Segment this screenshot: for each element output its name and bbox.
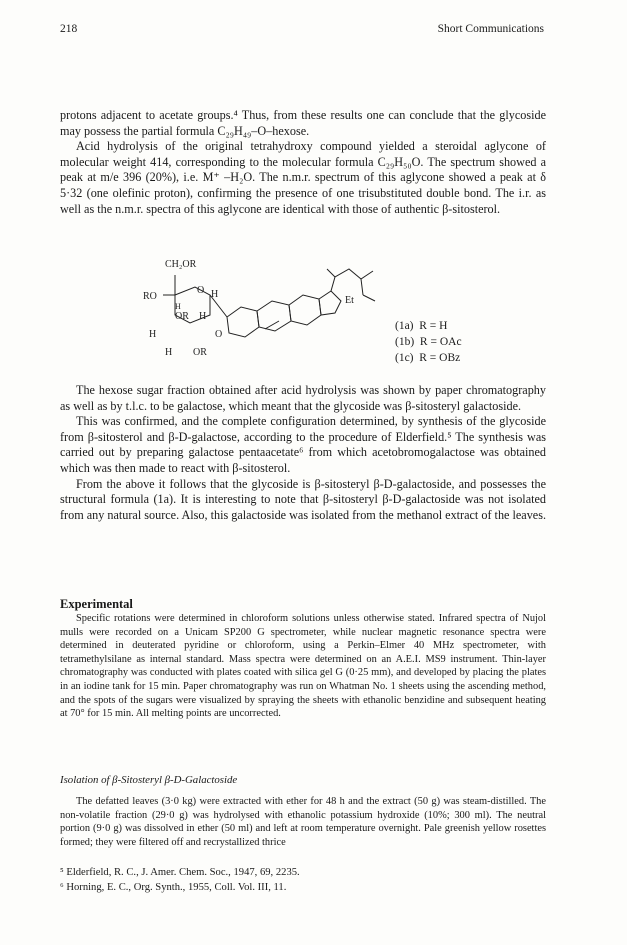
atom-label-or-bottom: OR	[193, 347, 207, 358]
paragraph-3: The hexose sugar fraction obtained after acid hydrolysis was shown by paper chromatography as well as by t.l.c. to be galactose, which meant that the glycoside was β-sitosteryl galactoside.	[60, 383, 546, 413]
paragraph-1: protons adjacent to acetate groups.⁴ Thus, from these results one can conclude that the glycoside may possess the partial formula C₂₉H₄₉–O–hexose.	[60, 108, 546, 138]
isolation-paragraph: The defatted leaves (3·0 kg) were extracted with ether for 48 h and the extract (50 g) was steam-distilled. The non-volatile fraction (29·0 g) was hydrolysed with ethanolic potassium hydroxide (10%; 300 ml). The neutral portion (9·0 g) was dissolved in ether (50 ml) and left at room temperature overnight. Pale greenish yellow rosettes formed; they were filtered off and recrystallized thrice	[60, 796, 546, 848]
footnote-6: ⁶ Horning, E. C., Org. Synth., 1955, Coll. Vol. III, 11.	[60, 882, 287, 893]
atom-label-h-mid: H	[199, 311, 207, 322]
formula-label-1a: (1a) R = H	[395, 320, 448, 332]
formula-labels	[395, 318, 462, 366]
formula-label-1b: (1b) R = OAc	[395, 336, 462, 348]
running-head: Short Communications	[437, 23, 544, 35]
atom-label-ro: RO	[143, 291, 157, 302]
footnotes	[60, 865, 300, 895]
atom-label-h-bottom: H	[165, 347, 173, 358]
body-text-top	[60, 108, 546, 217]
section-heading-experimental: Experimental	[60, 597, 133, 611]
atom-label-or: OR	[175, 311, 189, 322]
body-text-middle	[60, 383, 546, 523]
formula-label-1c: (1c) R = OBz	[395, 352, 461, 364]
footnote-5: ⁵ Elderfield, R. C., J. Amer. Chem. Soc., 1947, 69, 2235.	[60, 867, 300, 878]
atom-label-h: H	[211, 289, 219, 300]
atom-label-h-left: H	[149, 329, 157, 340]
paragraph-2: Acid hydrolysis of the original tetrahydroxy compound yielded a steroidal aglycone of molecular weight 414, corresponding to the molecular formula C₂₉H₅₀O. The spectrum showed a peak at m/e 396 (20%), i.e. M⁺ –H₂O. The n.m.r. spectrum of this aglycone showed a peak at δ 5·32 (one olefinic proton), confirming the presence of one trisubstituted double bond. The i.r. as well as the n.m.r. spectra of this aglycone are identical with those of authentic β-sitosterol.	[60, 139, 546, 216]
page-number: 218	[60, 23, 78, 35]
atom-label-o: O	[197, 285, 205, 296]
experimental-paragraph: Specific rotations were determined in chloroform solutions unless otherwise stated. Infrared spectra of Nujol mulls were recorded on a Unicam SP200 G spectrometer, while nuclear magnetic resonance spectra were determined in deuterated pyridine or chloroform, using a Perkin–Elmer 40 MHz spectrometer, with tetramethylsilane as internal standard. Mass spectra were determined on an A.E.I. MS9 instrument. Thin-layer chromatography was conducted with plates coated with silica gel G (0·25 mm), and developed by placing the plates in an iodine tank for 15 min. Paper chromatography was run on Whatman No. 1 sheets using the ascending method, and the spots of the sugars were visualized by spraying the sheets with ethanolic benzidine and subsequent heating at 70° for 15 min. All melting points are uncorrected.	[60, 613, 546, 720]
paragraph-5: From the above it follows that the glycoside is β-sitosteryl β-D-galactoside, and possesses the structural formula (1a). It is interesting to note that β-sitosteryl β-D-galactoside was not isolated from any natural source. Also, this galactoside was isolated from the methanol extract of the leaves.	[60, 476, 546, 522]
isolation-text	[60, 795, 546, 849]
subsection-heading-isolation: Isolation of β-Sitosteryl β-D-Galactoside	[60, 774, 238, 786]
atom-label-ch2or: CH₂OR	[165, 259, 197, 270]
atom-label-o-link: O	[215, 329, 223, 340]
structural-formula-diagram	[135, 245, 395, 365]
paragraph-4: This was confirmed, and the complete configuration determined, by synthesis of the glycoside from β-sitosterol and β-D-galactose, according to the procedure of Elderfield.⁵ The synthesis was carried out by preparing galactose pentaacetate⁶ from which acetobromogalactose was obtained which was then made to react with β-sitosterol.	[60, 414, 546, 475]
atom-label-h-small: H	[175, 302, 181, 311]
experimental-text	[60, 612, 546, 721]
atom-label-et: Et	[345, 295, 354, 306]
